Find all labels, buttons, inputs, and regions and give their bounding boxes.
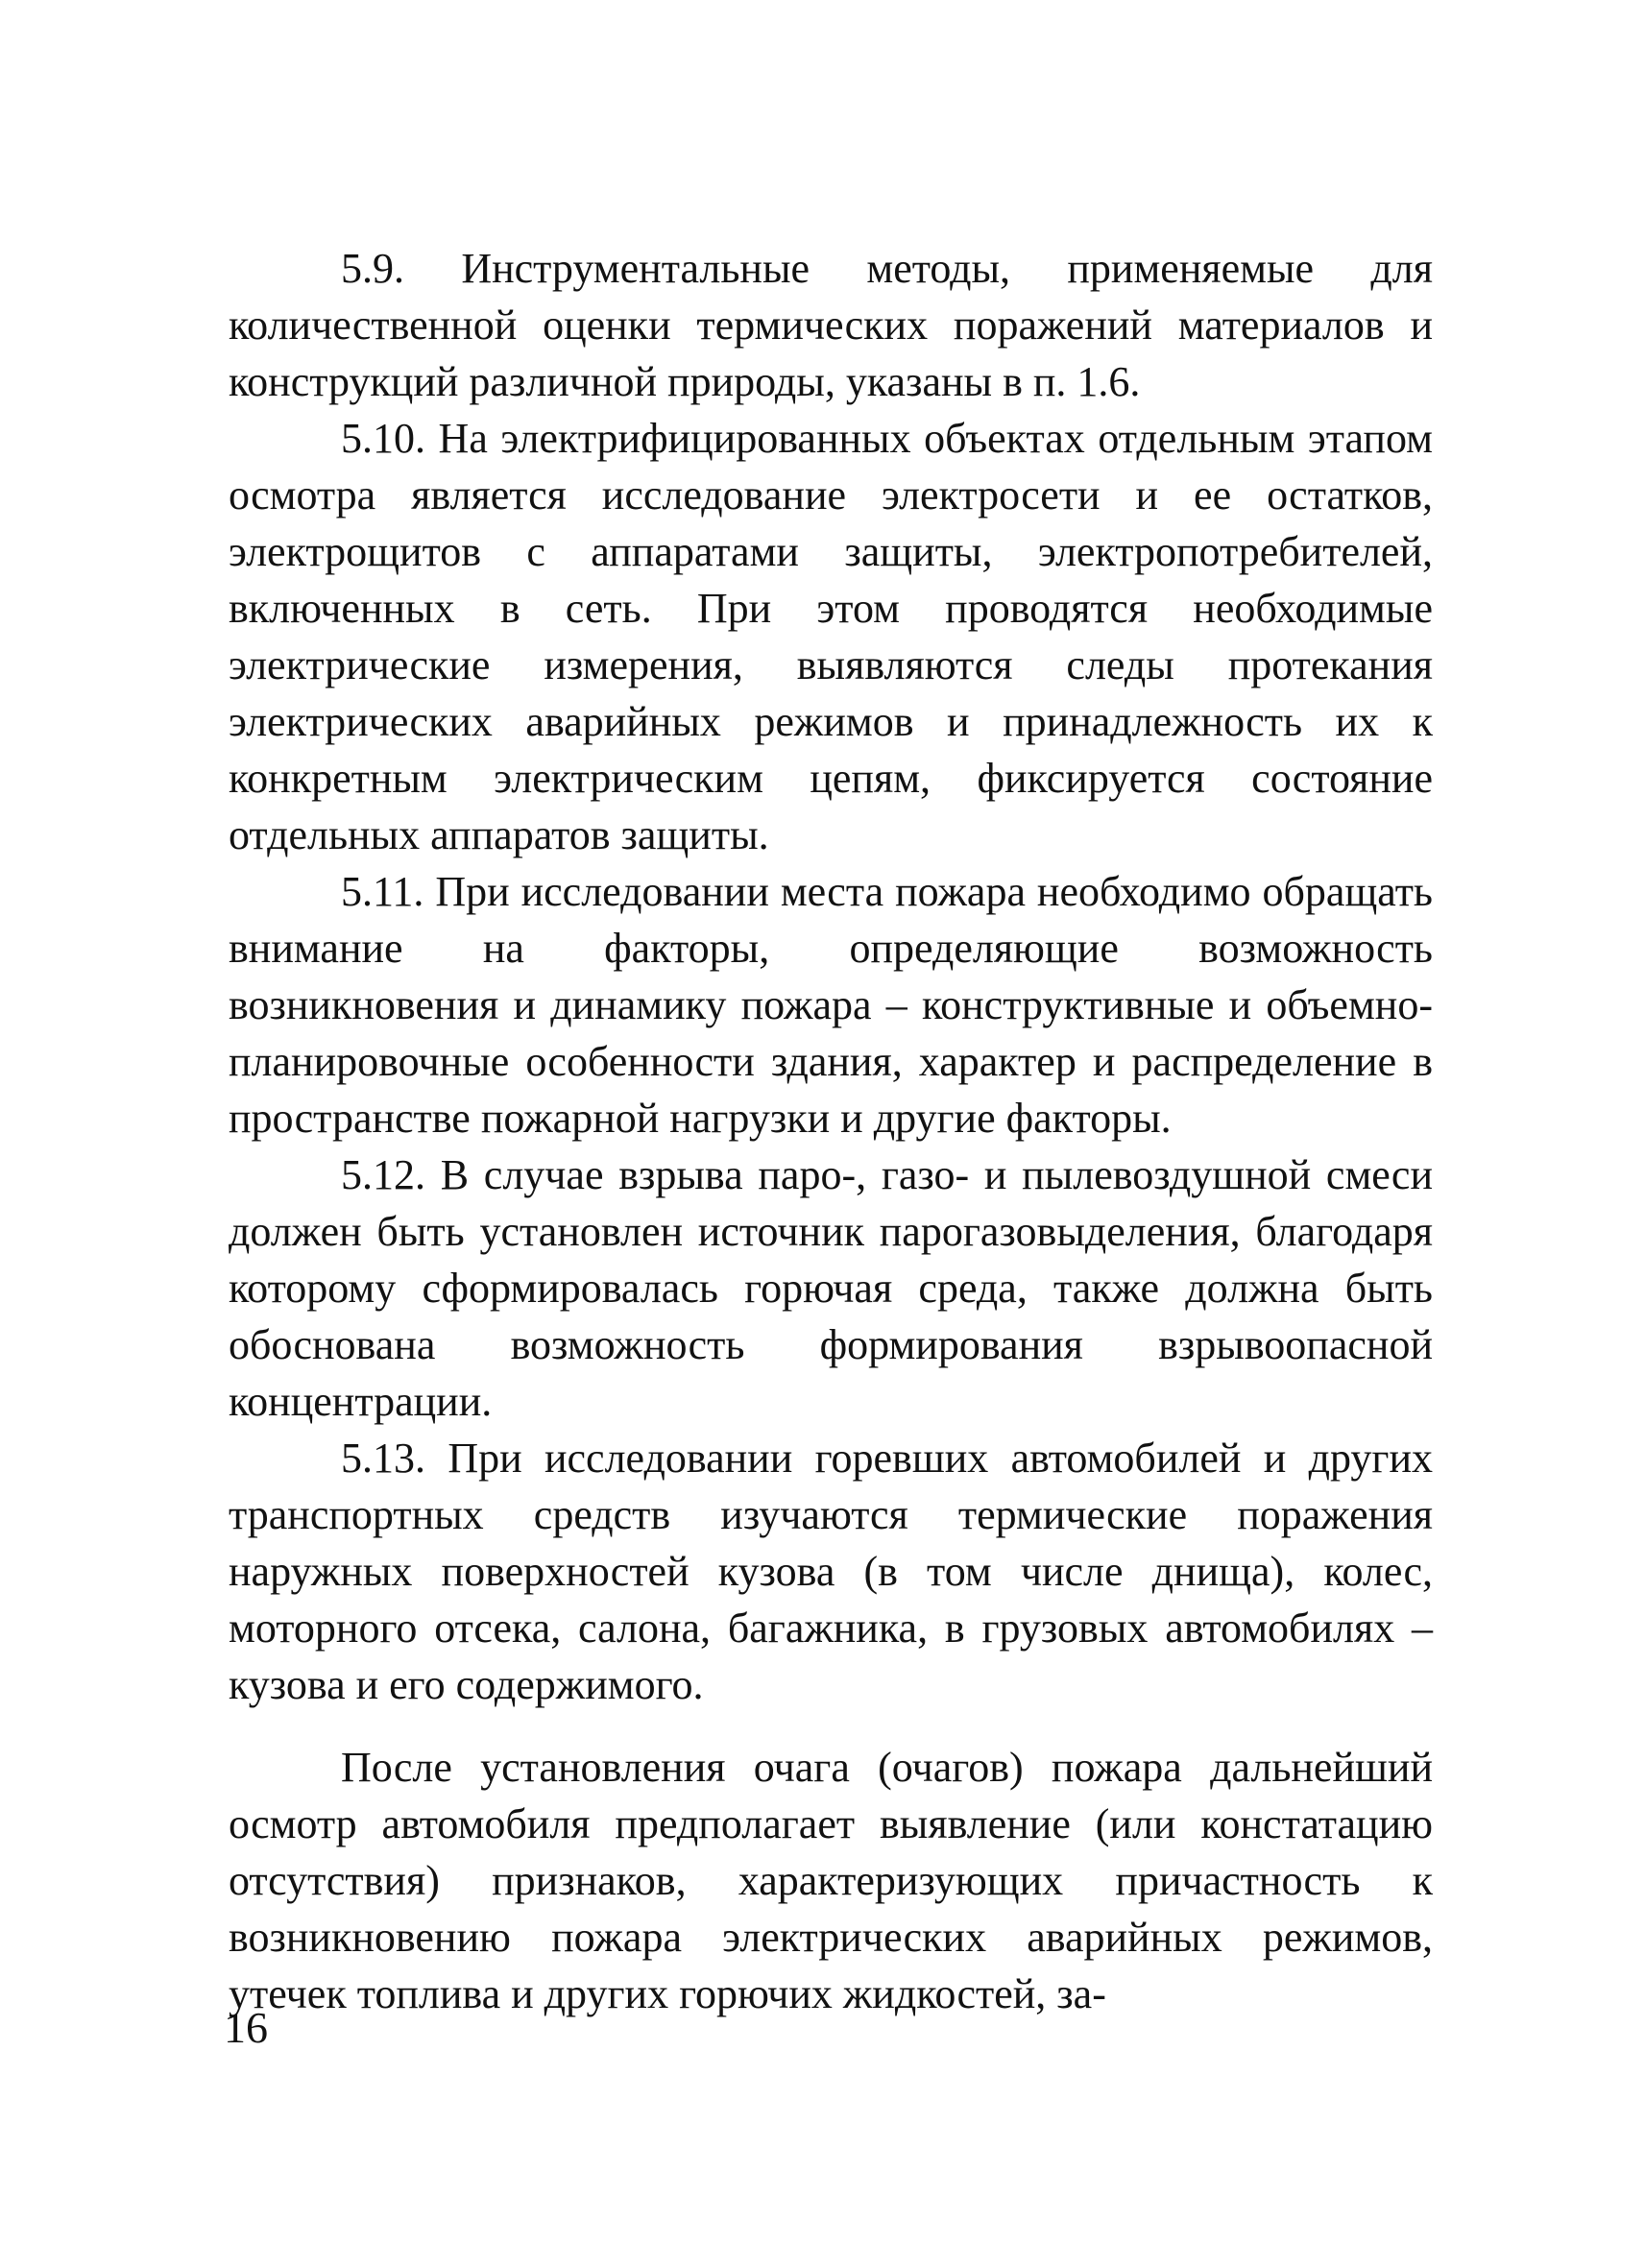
paragraph-5-9: 5.9. Инструментальные методы, применяемые для количественной оценки термических поражений материалов и конструкций различной природы, указаны в п. 1.6. [229,245,1433,405]
paragraph-5-12: 5.12. В случае взрыва паро-, газо- и пылевоздушной смеси должен быть установлен источник парогазовыделения, благодаря которому сформировалась горючая среда, также должна быть обоснована возможность формирования взрывоопасной концентрации. [229,1151,1433,1425]
paragraph-5-11: 5.11. При исследовании места пожара необходимо обращать внимание на факторы, определяющие возможность возникновения и динамику пожара – конструктивные и объемно-планировочные особенности здания, характер и распределение в пространстве пожарной нагрузки и другие факторы. [229,868,1433,1142]
paragraph-5-13: 5.13. При исследовании горевших автомобилей и других транспортных средств изучаются термические поражения наружных поверхностей кузова (в том числе днища), колес, моторного отсека, салона, багажника, в грузовых автомобилях – кузова и его содержимого. [229,1435,1433,1708]
paragraph-after-focus: После установления очага (очагов) пожара дальнейший осмотр автомобиля предполагает выявление (или констатацию отсутствия) признаков, характеризующих причастность к возникновению пожара электрических аварийных режимов, утечек топлива и других горючих жидкостей, за- [229,1744,1433,2017]
paragraph-5-10: 5.10. На электрифицированных объектах отдельным этапом осмотра является исследование электросети и ее остатков, электрощитов с аппаратами защиты, электропотребителей, включенных в сеть. При этом проводятся необходимые электрические измерения, выявляются следы протекания электрических аварийных режимов и принадлежность их к конкретным электрическим цепям, фиксируется состояние отдельных аппаратов защиты. [229,415,1433,858]
body-text [229,240,1433,2022]
page-number: 16 [224,2003,268,2052]
